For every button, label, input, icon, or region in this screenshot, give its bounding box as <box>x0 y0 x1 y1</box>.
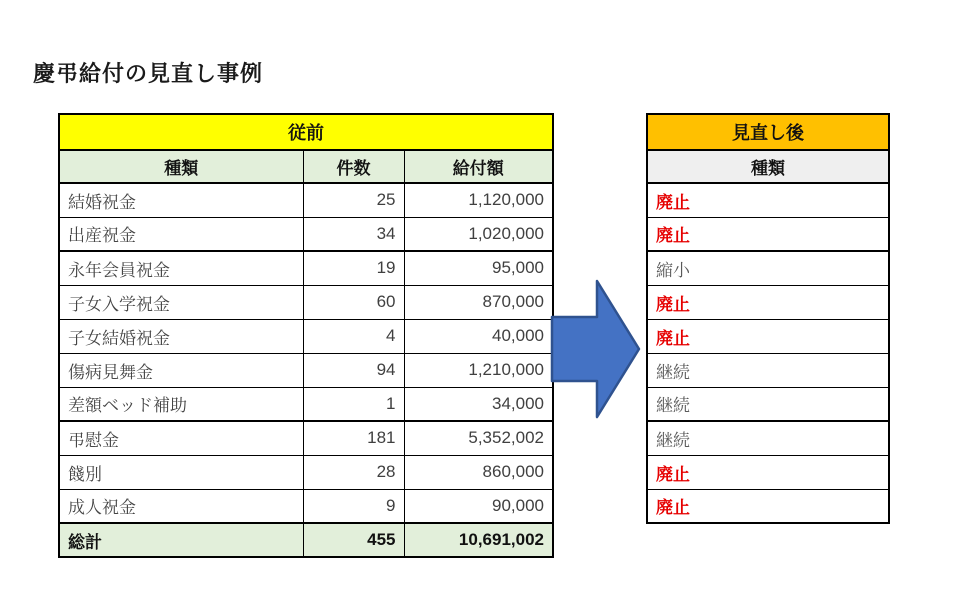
benefit-type-cell: 傷病見舞金 <box>59 353 303 387</box>
previous-table-title: 従前 <box>59 114 553 150</box>
column-header-count: 件数 <box>303 150 404 183</box>
table-row <box>647 489 889 523</box>
column-header-amount: 給付額 <box>404 150 553 183</box>
benefit-type-cell: 成人祝金 <box>59 489 303 523</box>
benefit-type-cell: 餞別 <box>59 455 303 489</box>
benefit-count-cell: 181 <box>303 421 404 455</box>
previous-header-row <box>59 114 553 150</box>
benefit-amount-cell: 95,000 <box>404 251 553 285</box>
total-row <box>59 523 553 557</box>
benefit-count-cell: 60 <box>303 285 404 319</box>
review-status-cell: 廃止 <box>647 183 889 217</box>
table-row <box>59 421 553 455</box>
review-status-cell: 継続 <box>647 387 889 421</box>
table-row <box>647 455 889 489</box>
review-result-table <box>646 113 890 524</box>
previous-benefits-table <box>58 113 554 558</box>
review-table-title: 見直し後 <box>647 114 889 150</box>
table-row <box>59 251 553 285</box>
column-header-type: 種類 <box>647 150 889 183</box>
total-amount-cell: 10,691,002 <box>404 523 553 557</box>
page-title: 慶弔給付の見直し事例 <box>33 61 264 86</box>
review-status-cell: 廃止 <box>647 489 889 523</box>
table-row <box>59 353 553 387</box>
benefit-count-cell: 4 <box>303 319 404 353</box>
benefit-amount-cell: 40,000 <box>404 319 553 353</box>
review-status-cell: 継続 <box>647 421 889 455</box>
review-status-cell: 廃止 <box>647 455 889 489</box>
benefit-type-cell: 結婚祝金 <box>59 183 303 217</box>
benefit-amount-cell: 860,000 <box>404 455 553 489</box>
right-arrow-icon <box>550 278 642 420</box>
benefit-type-cell: 子女結婚祝金 <box>59 319 303 353</box>
benefit-count-cell: 34 <box>303 217 404 251</box>
review-status-cell: 縮小 <box>647 251 889 285</box>
benefit-type-cell: 弔慰金 <box>59 421 303 455</box>
transition-arrow <box>550 278 642 420</box>
column-header-type: 種類 <box>59 150 303 183</box>
benefit-amount-cell: 90,000 <box>404 489 553 523</box>
benefit-type-cell: 差額ベッド補助 <box>59 387 303 421</box>
benefit-count-cell: 1 <box>303 387 404 421</box>
table-row <box>647 217 889 251</box>
table-row <box>647 421 889 455</box>
benefit-type-cell: 永年会員祝金 <box>59 251 303 285</box>
table-row <box>59 387 553 421</box>
total-count-cell: 455 <box>303 523 404 557</box>
benefit-count-cell: 25 <box>303 183 404 217</box>
review-header-row <box>647 114 889 150</box>
table-row <box>59 217 553 251</box>
benefit-count-cell: 9 <box>303 489 404 523</box>
benefit-amount-cell: 1,120,000 <box>404 183 553 217</box>
table-row <box>647 319 889 353</box>
total-label-cell: 総計 <box>59 523 303 557</box>
review-status-cell: 継続 <box>647 353 889 387</box>
table-row <box>59 489 553 523</box>
benefit-count-cell: 28 <box>303 455 404 489</box>
table-row <box>59 319 553 353</box>
benefit-amount-cell: 1,210,000 <box>404 353 553 387</box>
benefit-type-cell: 出産祝金 <box>59 217 303 251</box>
table-row <box>647 353 889 387</box>
benefit-amount-cell: 34,000 <box>404 387 553 421</box>
benefit-amount-cell: 870,000 <box>404 285 553 319</box>
benefit-type-cell: 子女入学祝金 <box>59 285 303 319</box>
table-row <box>647 387 889 421</box>
table-row <box>59 285 553 319</box>
previous-column-header-row <box>59 150 553 183</box>
review-column-header-row <box>647 150 889 183</box>
table-row <box>59 455 553 489</box>
benefit-amount-cell: 5,352,002 <box>404 421 553 455</box>
table-row <box>647 251 889 285</box>
table-row <box>647 285 889 319</box>
review-status-cell: 廃止 <box>647 319 889 353</box>
table-row <box>59 183 553 217</box>
review-status-cell: 廃止 <box>647 285 889 319</box>
benefit-count-cell: 94 <box>303 353 404 387</box>
benefit-amount-cell: 1,020,000 <box>404 217 553 251</box>
review-status-cell: 廃止 <box>647 217 889 251</box>
table-row <box>647 183 889 217</box>
benefit-count-cell: 19 <box>303 251 404 285</box>
